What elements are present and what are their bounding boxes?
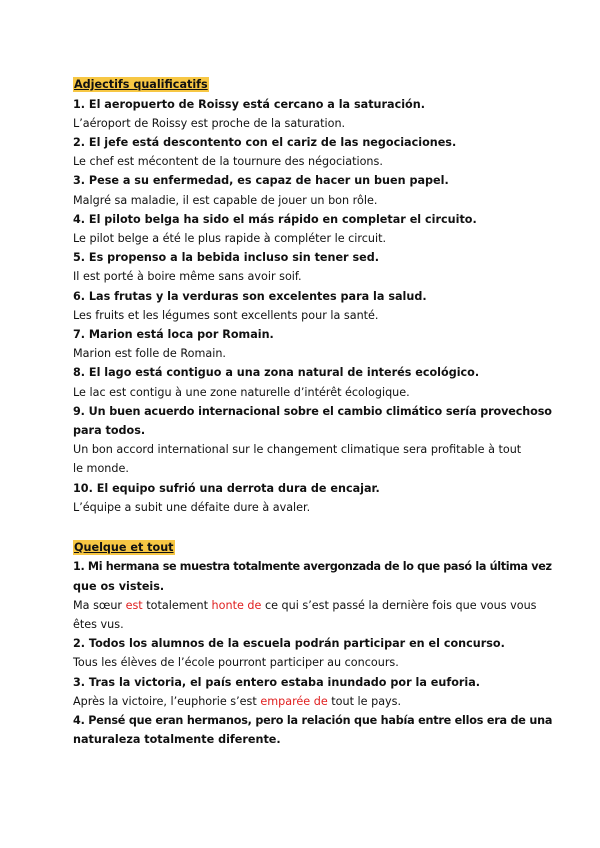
spanish-sentence-3: 3. Pese a su enfermedad, es capaz de hacer un buen papel. — [73, 174, 449, 188]
french-translation-4: Le pilot belge a été le plus rapide à compléter le circuit. — [73, 231, 387, 245]
qt-fr1-text-c: ce qui s’est passé la dernière fois que vous vous — [261, 598, 537, 612]
qt-fr1-text-a: Ma sœur — [73, 598, 126, 612]
spanish-sentence-8: 8. El lago está contiguo a una zona natural de interés ecológico. — [73, 366, 480, 380]
french-translation-3: Malgré sa maladie, il est capable de jouer un bon rôle. — [73, 193, 378, 207]
french-translation-5: Il est porté à boire même sans avoir soif. — [73, 270, 302, 284]
qt-fr3-highlight-emparee-de: emparée de — [260, 694, 328, 708]
spanish-sentence-10: 10. El equipo sufrió una derrota dura de encajar. — [73, 481, 380, 495]
french-translation-1: L’aéroport de Roissy est proche de la saturation. — [73, 116, 346, 130]
qt-fr1-text-b: totalement — [142, 598, 212, 612]
spanish-sentence-7: 7. Marion está loca por Romain. — [73, 327, 274, 341]
qt-french-translation-3 — [73, 692, 540, 711]
qt-spanish-sentence-3: 3. Tras la victoria, el país entero estaba inundado por la euforia. — [73, 675, 481, 689]
section-title-adjectifs: Adjectifs qualificatifs — [74, 78, 208, 91]
qt-spanish-sentence-4-line-1: 4. Pensé que eran hermanos, pero la relación que había entre ellos era de una — [73, 714, 553, 728]
qt-spanish-sentence-1-line-2: que os visteis. — [73, 579, 165, 593]
french-translation-9-line-2: le monde. — [73, 462, 129, 476]
spanish-sentence-9-line-1: 9. Un buen acuerdo internacional sobre el cambio climático sería provechoso — [73, 404, 552, 418]
section-quelque-et-tout — [73, 557, 553, 749]
spanish-sentence-6: 6. Las frutas y la verduras son excelentes para la salud. — [73, 289, 427, 303]
section-adjectifs — [73, 95, 552, 517]
section-spacer — [73, 517, 540, 536]
qt-fr1-highlight-honte-de: honte de — [211, 598, 262, 612]
qt-spanish-sentence-1-line-1: 1. Mi hermana se muestra totalmente avergonzada de lo que pasó la última vez — [73, 560, 552, 574]
spanish-sentence-2: 2. El jefe está descontento con el cariz de las negociaciones. — [73, 135, 457, 149]
spanish-sentence-5: 5. Es propenso a la bebida incluso sin tener sed. — [73, 251, 379, 265]
qt-fr3-text-a: Après la victoire, l’euphorie s’est — [73, 694, 261, 708]
french-translation-8: Le lac est contigu à une zone naturelle d’intérêt écologique. — [73, 385, 410, 399]
qt-french-translation-1-line-1 — [73, 596, 540, 615]
qt-french-translation-2: Tous les élèves de l’école pourront participer au concours. — [73, 656, 399, 670]
french-translation-7: Marion est folle de Romain. — [73, 347, 226, 361]
french-translation-2: Le chef est mécontent de la tournure des négociations. — [73, 155, 383, 169]
french-translation-6: Les fruits et les légumes sont excellents pour la santé. — [73, 308, 379, 322]
spanish-sentence-1: 1. El aeropuerto de Roissy está cercano a la saturación. — [73, 97, 425, 111]
french-translation-9-line-1: Un bon accord international sur le changement climatique sera profitable à tout — [73, 443, 522, 457]
qt-spanish-sentence-4-line-2: naturaleza totalmente diferente. — [73, 733, 281, 747]
qt-spanish-sentence-2: 2. Todos los alumnos de la escuela podrán participar en el concurso. — [73, 637, 505, 651]
qt-french-translation-1-line-2: êtes vus. — [73, 618, 124, 632]
french-translation-10: L’équipe a subit une défaite dure à avaler. — [73, 500, 311, 514]
section-title-quelque-et-tout: Quelque et tout — [74, 540, 174, 554]
qt-fr1-highlight-est: est — [125, 598, 143, 612]
qt-fr3-text-b: tout le pays. — [327, 694, 402, 708]
spanish-sentence-4: 4. El piloto belga ha sido el más rápido en completar el circuito. — [73, 212, 477, 226]
spanish-sentence-9-line-2: para todos. — [73, 423, 146, 437]
